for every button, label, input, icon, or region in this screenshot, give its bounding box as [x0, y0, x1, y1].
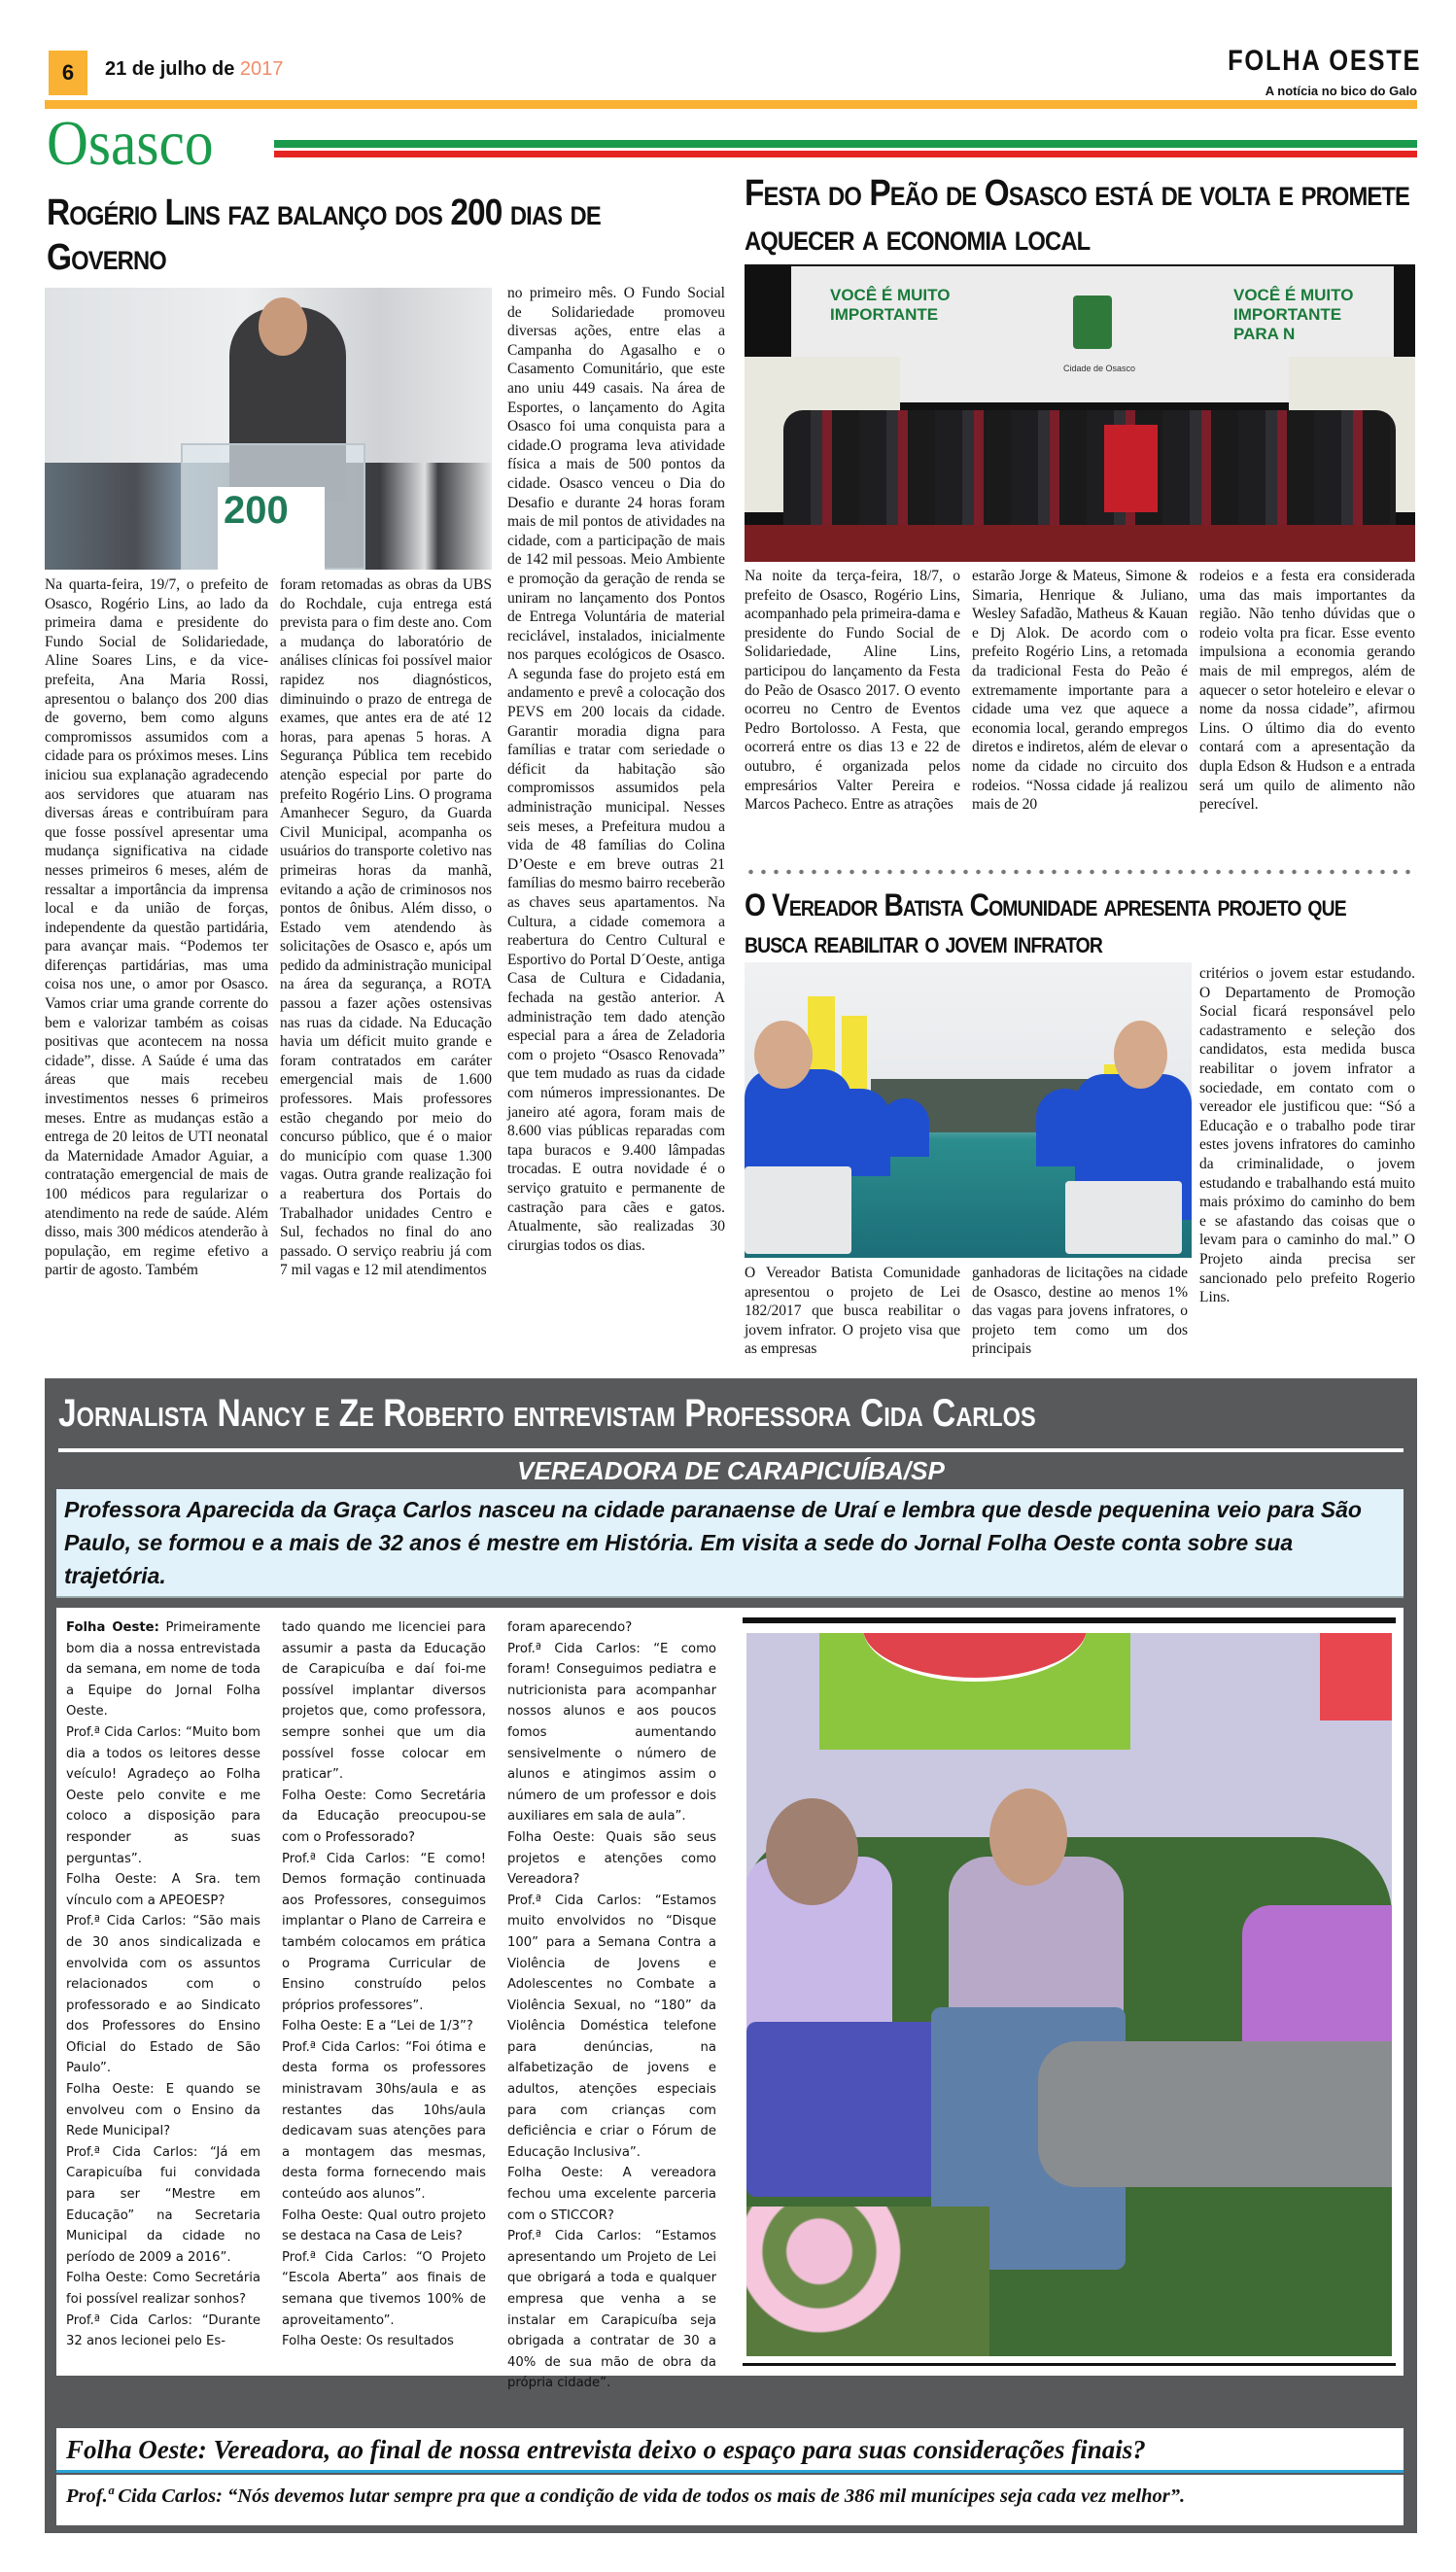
interview-speaker-label: Folha Oeste: — [66, 1620, 159, 1635]
interview-paragraph: Prof.ª Cida Carlos: “E como! Demos formação continuada aos Professores, conseguimos implantar o Plano de Carreira e também colocamos em prática o Programa Curricular de Ensino construído pelos próprios professores”. — [282, 1851, 486, 2013]
banner-text-right: VOCÊ É MUITO IMPORTANTE PARA N — [1233, 286, 1354, 343]
interview-paragraph: Prof.ª Cida Carlos: “Já em Carapicuíba fui convidada para ser “Mestre em Educação” na Secretaria Municipal da cidade no período de 2009 a 2016”. — [66, 2144, 260, 2265]
article-headline-vereador-batista: O Vereador Batista Comunidade apresenta projeto que busca reabilitar o jovem infrator — [745, 887, 1346, 959]
interview-paragraph: Prof.ª Cida Carlos: “São mais de 30 anos sindicalizada e envolvida com os assuntos relacionados com o professorado e ao Sindicato dos Professores do Ensino Oficial do Estado de São Paulo”. — [66, 1914, 260, 2076]
interview-column-3 — [507, 1617, 716, 2394]
city-crest-icon — [1073, 295, 1112, 349]
photo-speaker-head — [259, 297, 307, 356]
photo-student-head — [754, 1021, 813, 1089]
photo-chair — [745, 1166, 851, 1254]
banner-city: Cidade de Osasco — [1063, 364, 1136, 373]
photo-red-painting — [1320, 1633, 1392, 1720]
interview-paragraph: Folha Oeste: E quando se envolveu com o Ensino da Rede Municipal? — [66, 2082, 260, 2139]
section-stripe-red — [274, 151, 1417, 157]
article2-column-3: rodeios e a festa era considerada uma das mais importantes da região. Não tenho dúvidas que o rodeio volta pra ficar. Esse evento impulsiona a economia gerando mais de mil empregos, além de aquecer o setor hoteleiro e elevar o nome da nossa cidade”, afirmou Lins. O último dia do evento contará com a apresentação da dupla Edson & Hudson e a entrada será um quilo de alimento não perecível. — [1199, 568, 1415, 814]
date-prefix: 21 de julho de — [105, 58, 240, 80]
date-year: 2017 — [239, 58, 284, 80]
article3-column-1: O Vereador Batista Comunidade apresentou o projeto de Lei 182/2017 que busca reabilitar o jovem infrator. O projeto visa que as empresas — [745, 1265, 960, 1358]
interview-paragraph: Prof.ª Cida Carlos: “Estamos muito envolvidos no “Disque 100” para a Semana Contra a Violência de Jovens e Adolescentes no Combate a Violência Sexual, no “180” da Violência Doméstica telefone para denúncias, na alfabetização de jovens e adultos, atenções especiais para com crianças com deficiência e criar o Fórum de Educação Inclusiva”. — [507, 1893, 716, 2160]
issue-date — [105, 58, 283, 81]
masthead-divider — [45, 100, 1417, 109]
interview-paragraph: Folha Oeste: Qual outro projeto se destaca na Casa de Leis? — [282, 2207, 486, 2244]
article2-column-1: Na noite da terça-feira, 18/7, o prefeito de Osasco, Rogério Lins, acompanhado pela primeira-dama e presidente do Fundo Social de Solidariedade, Aline Lins, participou do lançamento da Festa do Peão de Osasco 2017. O evento ocorreu no Centro de Eventos Pedro Bortolosso. A Festa, que ocorrerá entre os dias 13 e 22 de outubro, é organizada pelos empresários Valter Pereira e Marcos Pacheco. Entre as atrações — [745, 568, 960, 814]
photo-red-jacket — [1104, 425, 1158, 512]
newspaper-slogan: A notícia no bico do Galo — [1265, 84, 1417, 98]
dotted-divider — [745, 868, 1415, 876]
interview-paragraph: Folha Oeste: Como Secretária foi possível realizar sonhos? — [66, 2271, 260, 2307]
interview-paragraph: Prof.ª Cida Carlos: “Foi ótima e desta forma os professores ministravam 30hs/aula e as restantes das 10hs/aula dedicavam suas atenções para a montagem das mesmas, desta forma fornecendo mais conteúdo aos alunos”. — [282, 2039, 486, 2203]
photo-mayor-speech — [45, 288, 492, 570]
photo-interview — [746, 1633, 1392, 2356]
interview-paragraph: Folha Oeste: E a “Lei de 1/3”? — [282, 2019, 473, 2034]
interview-paragraph: tado quando me licenciei para assumir a pasta da Educação de Carapicuíba e daí foi-me possível implantar diversos projetos que, como professora, sempre sonhei que um dia possível fosse colocar em praticar”. — [282, 1620, 486, 1783]
article-headline-festa-do-peao: Festa do Peão de Osasco está de volta e promete aquecer a economia local — [745, 173, 1409, 259]
photo-woman-head — [989, 1789, 1067, 1886]
interview-title-rule — [58, 1448, 1404, 1452]
article1-column-1: Na quarta-feira, 19/7, o prefeito de Osasco, Rogério Lins, ao lado da primeira dama e presidente do Fundo Social de Solidariedade, Aline Soares Lins, e da vice-prefeita, Ana Maria Rossi, apresentou o balanço dos 200 dias de governo, bem como alguns compromissos assumidos com a cidade para os próximos meses. Lins iniciou sua explanação agradecendo aos servidores que atuaram nas diversas áreas e contribuíram para que fosse possível apresentar uma mudança significativa na cidade nesses primeiros 6 meses, além de ressaltar a importância da imprensa local e da união de forças, independente da questão partidária, para avançar mais. “Podemos ter diferenças partidárias, mas uma coisa nos une, o amor por Osasco. Vamos criar uma grande corrente do bem e valorizar também as coisas positivas que acontecem na nossa cidade”, disse. A Saúde é uma das áreas que mais recebeu investimentos nesses 6 primeiros meses. Entre as mudanças estão a entrega de 20 leitos de UTI neonatal da Maternidade Amador Aguiar, a contratação emergencial de mais de 100 médicos para regularizar o atendimento na rede de saúde. Além disso, mais 300 médicos atenderão à população, em regime efetivo a partir de agosto. Também — [45, 576, 268, 1279]
interview-paragraph: Folha Oeste: A vereadora fechou uma excelente parceria com o STICCOR? — [507, 2166, 716, 2223]
photo-chair — [1065, 1181, 1182, 1254]
photo-student-head — [1114, 1021, 1167, 1089]
photo-group — [783, 410, 1396, 532]
photo-classroom — [745, 962, 1192, 1258]
interview-paragraph: Prof.ª Cida Carlos: “E como foram! Conseguimos pediatra e nutricionista para acompanhar nossos alunos e aos poucos fomos aumentando sensivelmente o número de alunos e atingimos assim o número de um professor e dois auxiliares em sala de aula”. — [507, 1641, 716, 1825]
photo-man-head — [766, 1798, 858, 1905]
interview-paragraph: foram aparecendo? — [507, 1620, 633, 1635]
photo-200-dias-sign: 200 — [218, 487, 325, 570]
interview-paragraph: Prof.ª Cida Carlos: “Durante 32 anos lecionei pelo Es- — [66, 2312, 260, 2349]
interview-final-question: Folha Oeste: Vereadora, ao final de nossa entrevista deixo o espaço para suas considerações finais? — [56, 2428, 1404, 2473]
newspaper-logo: FOLHA OESTE — [1227, 45, 1421, 77]
photo-interviewer-legs — [1038, 2041, 1392, 2187]
photo-man-trousers — [746, 2022, 960, 2197]
interview-column-2 — [282, 1617, 486, 2352]
interview-paragraph: Prof.ª Cida Carlos: “O Projeto “Escola Aberta” aos finais de semana que tivemos 100% de aproveitamento”. — [282, 2249, 486, 2328]
interview-paragraph: Prof.ª Cida Carlos: “Estamos apresentando um Projeto de Lei que obrigará a toda e qualquer empresa que venha a se instalar em Carapicuíba seja obrigada a contratar de 30 a 40% de sua mão de obra da própria cidade”. — [507, 2229, 716, 2391]
section-stripe-green — [274, 140, 1417, 148]
banner-text-left: VOCÊ É MUITO IMPORTANTE — [830, 286, 951, 324]
interview-paragraph: Folha Oeste: Os resultados — [282, 2334, 454, 2349]
interview-paragraph: Folha Oeste: A Sra. tem vínculo com a APEOESP? — [66, 1872, 260, 1908]
interview-paragraph: Prof.ª Cida Carlos: “Muito bom dia a todos os leitores desse veículo! Agradeço ao Folha Oeste pelo convite e me coloco a disposição para responder as suas perguntas”. — [66, 1724, 260, 1866]
interview-subtitle: VEREADORA DE CARAPICUÍBA/SP — [517, 1456, 945, 1485]
photo-roses — [746, 2207, 989, 2356]
photo-stage — [745, 525, 1415, 562]
article2-column-2: estarão Jorge & Mateus, Simone & Simaria, Henrique & Juliano, Wesley Safadão, Matheus & Kauan e Dj Alok. De acordo com o prefeito Rogério Lins, a retomada da tradicional Festa do Peão é extremamente importante para a cidade uma vez que aquece a economia local, gerando empregos diretos e indiretos, além de elevar o nome da cidade no circuito dos rodeios. “Nossa cidade já realizou mais de 20 — [972, 568, 1188, 814]
interview-paragraph: Folha Oeste: Como Secretária da Educação preocupou-se com o Professorado? — [282, 1788, 486, 1845]
page-number: 6 — [49, 51, 87, 95]
interview-lead: Professora Aparecida da Graça Carlos nasceu na cidade paranaense de Uraí e lembra que desde pequenina veio para São Paulo, se formou e a mais de 32 anos é mestre em História. Em visita a sede do Jornal Folha Oeste conta sobre sua trajetória. — [56, 1489, 1404, 1598]
article3-column-3: critérios o jovem estar estudando. O Departamento de Promoção Social ficará responsável pelo cadastramento e seleção dos candidatos, esta medida busca reabilitar o jovem infrator a sociedade, em contato com o vereador ele justificou que: “Só a Educação e o trabalho pode tirar estes jovens infratores do caminho da criminalidade, o jovem estudando e trabalhando está muito mais próximo do caminho do bem e se afastando das coisas que o levam para o caminho do mal.” O Projeto ainda precisa ser sancionado pelo prefeito Rogerio Lins. — [1199, 965, 1415, 1306]
interview-column-1: Folha Oeste: Primeiramente bom dia a nossa entrevistada da semana, em nome de toda a Equipe do Jornal Folha Oeste. Prof.ª Cida Carlos: “Muito bom dia a todos os leitores desse veículo! Agradeço ao Folha Oeste pelo convite e me coloco a disposição para responder as suas perguntas”. Folha Oeste: A Sra. tem vínculo com a APEOESP? Prof.ª Cida Carlos: “São mais de 30 anos sindicalizada e envolvida com os assuntos relacionados com o professorado e ao Sindicato dos Professores do Ensino Oficial do Estado de São Paulo”. Folha Oeste: E quando se envolveu com o Ensino da Rede Municipal? Prof.ª Cida Carlos: “Já em Carapicuíba fui convidada para ser “Mestre em Educação” na Secretaria Municipal da cidade no período de 2009 a 2016”. Folha Oeste: Como Secretária foi possível realizar sonhos? Prof.ª Cida Carlos: “Durante 32 anos lecionei pelo Es- — [66, 1617, 260, 2352]
article1-column-2: foram retomadas as obras da UBS do Rochdale, cuja entrega está prevista para o fim deste ano. Com a mudança do laboratório de análises clínicas foi possível maior rapidez nos diagnósticos, diminuindo o prazo de entrega de exames, que antes era de até 12 horas, para apenas 5 horas. A Segurança Pública tem recebido atenção especial por parte do prefeito Rogério Lins. O programa Amanhecer Seguro, da Guarda Civil Municipal, acompanha os usuários do transporte coletivo nas primeiras horas da manhã, evitando a ação de criminosos nos pontos de ônibus. Além disso, o Estado vem atendendo às solicitações de Osasco e, após um pedido da administração municipal na área da segurança, a ROTA passou a fazer ações ostensivas nas ruas da cidade. Na Educação havia um déficit muito grande e foram contratados em caráter emergencial mais de 1.600 professores. Mais professores estão chegando por meio do concurso público, que é o maior do município com quase 1.300 vagas. Outra grande realização foi a reabertura dos Portais do Trabalhador unidades Centro e Sul, fechados no final do ano passado. O serviço reabriu já com 7 mil vagas e 12 mil atendimentos — [280, 576, 492, 1279]
article3-column-2: ganhadoras de licitações na cidade de Osasco, destine ao menos 1% das vagas para jovens infratores, o projeto tem como um dos principais — [972, 1265, 1188, 1358]
photo-student — [881, 1098, 929, 1157]
section-title: Osasco — [47, 108, 214, 179]
interview-final-answer: Prof.ª Cida Carlos: “Nós devemos lutar sempre pra que a condição de vida de todos os mais de 386 mil munícipes seja cada vez melhor”. — [56, 2475, 1404, 2525]
interview-title: Jornalista Nancy e Ze Roberto entrevistam Professora Cida Carlos — [58, 1392, 1036, 1435]
article-headline-rogerio-lins: Rogério Lins faz balanço dos 200 dias de Governo — [47, 192, 601, 278]
photo-festa-do-peao — [745, 264, 1415, 562]
interview-paragraph: Folha Oeste: Quais são seus projetos e atenções como Vereadora? — [507, 1829, 716, 1888]
article1-column-3: no primeiro mês. O Fundo Social de Solidariedade promoveu diversas ações, entre elas a Campanha do Agasalho e o Casamento Comunitário, que este ano uniu 449 casais. Na área de Esportes, o lançamento do Agita Osasco foi uma conquista para a cidade.O programa leva atividade física a mais de 500 pontos da cidade. Osasco venceu o Dia do Desafio e durante 24 horas foram mais de mil pontos de atividades na cidade, com a participação de mais de 142 mil pessoas. Meio Ambiente e promoção da geração de renda se uniram no lançamento dos Pontos de Entrega Voluntária de material reciclável, instalados, inicialmente nos parques ecológicos de Osasco. A segunda fase do projeto está em andamento e prevê a colocação dos PEVS em 200 locais da cidade. Garantir moradia digna para famílias e tratar com seriedade o déficit da habitação são compromissos assumidos pela administração municipal. Nesses seis meses, a Prefeitura mudou a vida de 48 famílias do Colina D’Oeste e em breve outras 21 famílias do mesmo bairro receberão as chaves seus apartamentos. Na Cultura, a cidade comemora a reabertura do Centro Cultural e Esportivo do Portal D´Oeste, antiga Casa de Cultura e Cidadania, fechada na gestão anterior. A administração tem dado atenção especial para a área de Zeladoria com o projeto “Osasco Renovada” que tem mudado as ruas da cidade com números impressionantes. De janeiro até agora, foram mais de 8.600 vias públicas reparadas com tapa buracos e 9.400 lâmpadas trocadas. E outra novidade é o serviço gratuito e permanente de castração para cães e gatos. Atualmente, são realizadas 30 cirurgias todos os dias. — [507, 285, 725, 1254]
